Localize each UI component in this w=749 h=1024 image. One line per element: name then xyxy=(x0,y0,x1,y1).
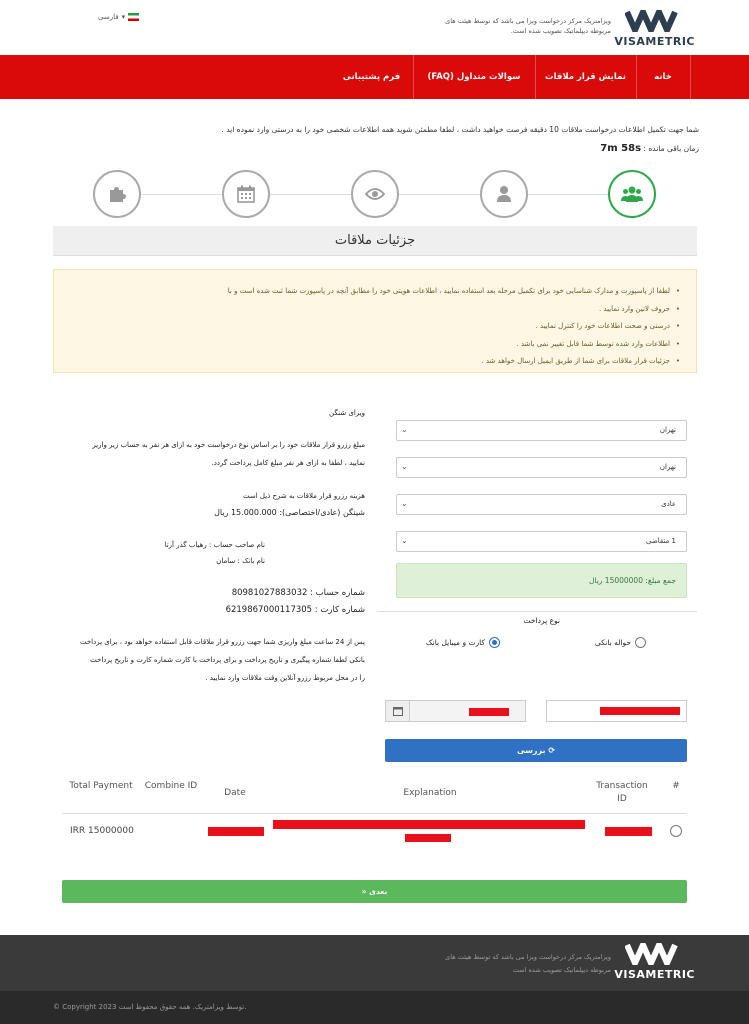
redacted-tracking xyxy=(600,707,680,715)
chevron-down-icon: ⌄ xyxy=(401,536,408,545)
section-title: جزئیات ملاقات xyxy=(53,226,697,256)
user-icon xyxy=(496,185,512,203)
nav-divider xyxy=(636,55,637,99)
calendar-icon xyxy=(237,185,255,203)
payment-option-card-label: کارت و میبایل بانک xyxy=(425,638,485,647)
account-number: شماره حساب : 8098102788303​2 xyxy=(231,588,365,598)
copyright-text: © Copyright 2023 توسط ویزامتریک. همه حقوق محفوظ است. xyxy=(53,1003,247,1011)
nav-faq[interactable]: سوالات متداول (FAQ) xyxy=(427,72,521,82)
card-number: 6219867000117305 : شماره کارت xyxy=(225,605,365,615)
instructions-box xyxy=(53,269,697,373)
timer-label: زمان باقی مانده : xyxy=(643,144,699,153)
nav-support-form[interactable]: فرم پشتیبانی xyxy=(342,72,401,82)
table-header-total-payment: Total Payment xyxy=(69,781,133,791)
payment-date-input[interactable] xyxy=(385,700,526,722)
step-applicants xyxy=(608,170,656,218)
footer-logo[interactable] xyxy=(614,943,695,983)
date-picker-button[interactable] xyxy=(386,701,410,721)
redacted-explanation-line1 xyxy=(273,820,585,829)
nav-show-appointment[interactable]: نمایش قرار ملاقات xyxy=(545,72,626,82)
table-header-explanation: Explanation xyxy=(403,788,457,798)
check-button[interactable] xyxy=(385,739,687,762)
instruction-item: • لطفا از پاسپورت و مدارک شناسایی خود برای تکمیل مرحله بعد استفاده نمایید ، اطلاعات هویتی خود را مطابق آنچه در پاسپورت شما ثبت شده است و با xyxy=(54,283,680,301)
nav-divider xyxy=(690,55,691,99)
radio-selected[interactable] xyxy=(489,637,500,648)
appointment-type-value: عادی xyxy=(661,500,676,508)
after-payment-line1: پس از 24 ساعت مبلغ واریزی شما جهت رزرو قرار ملاقات قابل استفاده خواهد بود ، برای پرداخت xyxy=(79,638,365,646)
step-review xyxy=(351,170,399,218)
visametric-logo-icon xyxy=(625,943,679,965)
table-header-combine-id: Combine ID xyxy=(144,781,198,791)
next-button[interactable]: بعدی « xyxy=(62,880,687,903)
total-payment-cell: IRR 15000000 xyxy=(70,826,134,836)
step-extra-services xyxy=(93,170,141,218)
table-header-date: Date xyxy=(224,788,246,798)
chevron-down-icon: ⌄ xyxy=(401,425,408,434)
payment-option-transfer-label: حواله بانکی xyxy=(594,638,631,647)
office-select[interactable] xyxy=(396,457,687,478)
table-header-index: # xyxy=(672,781,680,791)
nav-divider xyxy=(413,55,414,99)
calendar-icon xyxy=(393,706,403,716)
language-label: فارسی xyxy=(98,13,119,21)
top-header xyxy=(0,0,749,55)
check-button-label: بررسی xyxy=(516,746,546,755)
table-header-divider xyxy=(62,813,687,814)
applicants-value: 1 متقاضی xyxy=(645,537,676,545)
after-payment-line2: بانکی لطفا شماره پیگیری و تاریخ پرداخت و برای پرداخت با کارت شماره کارت و تاریخ پرداخت xyxy=(90,656,365,664)
refresh-icon: ⟳ xyxy=(548,746,556,755)
divider xyxy=(378,611,697,612)
instruction-item: • جزئیات قرار ملاقات برای شما از طریق ایمیل ارسال خواهد شد . xyxy=(54,353,680,371)
city-select[interactable] xyxy=(396,420,687,441)
iran-flag-icon xyxy=(128,13,139,21)
payment-text-line2: نمایید ، لطفا به ازای هر نفر مبلغ کامل پرداخت گردد. xyxy=(211,459,365,467)
city-select-value: تهران xyxy=(659,426,676,434)
visametric-logo[interactable] xyxy=(614,10,695,50)
timer xyxy=(600,143,699,154)
timer-value: 7m 58s xyxy=(600,143,642,154)
payment-option-card[interactable] xyxy=(426,637,500,648)
footer xyxy=(0,935,749,991)
account-owner: نام صاحب حساب : رهیاب گذر آرتا xyxy=(164,541,265,549)
bank-name: نام بانک : سامان xyxy=(216,557,265,565)
step-calendar xyxy=(222,170,270,218)
eye-icon xyxy=(365,187,385,201)
visametric-logo-icon xyxy=(625,10,679,32)
redacted-date xyxy=(469,708,509,716)
puzzle-icon xyxy=(108,185,126,203)
applicants-select[interactable] xyxy=(396,531,687,552)
row-select-radio[interactable] xyxy=(670,825,682,837)
radio-unselected[interactable] xyxy=(635,637,646,648)
instruction-item: • اطلاعات وارد شده توسط شما قابل تغییر نمی باشد . xyxy=(54,336,680,354)
payment-text-line1: مبلغ رزرو قرار ملاقات خود را بر اساس نوع درخواست خود به ازای هر نفر به حساب زیر واریز xyxy=(92,441,365,449)
appointment-type-select[interactable] xyxy=(396,494,687,515)
chevron-down-icon: ⌄ xyxy=(401,499,408,508)
total-amount-box xyxy=(396,563,687,598)
brand-name: VISAMETRIC xyxy=(614,35,695,48)
language-caret-icon: ▾ xyxy=(121,13,126,21)
payment-type-label: نوع پرداخت xyxy=(523,616,560,625)
language-selector[interactable] xyxy=(98,13,139,21)
payment-option-transfer[interactable] xyxy=(595,637,646,648)
instruction-item: • درستی و صحت اطلاعات خود را کنترل نمایید . xyxy=(54,318,680,336)
step-personal-info xyxy=(480,170,528,218)
time-notice: شما جهت تکمیل اطلاعات درخواست ملاقات 10 دقیقه فرصت خواهید داشت ، لطفا مطمئن شوید همه اطلاعات شخصی خود را به درستی وارد نموده اید . xyxy=(221,125,699,134)
redacted-transaction-id xyxy=(605,827,652,836)
header-tagline: ویزامتریک مرکز درخواست ویزا می باشد که توسط هیئت های مربوطه دیپلماتیک تصویب شده است. xyxy=(445,17,611,35)
chevron-down-icon: ⌄ xyxy=(401,462,408,471)
main-navigation xyxy=(0,55,749,99)
nav-home[interactable]: خانه xyxy=(654,72,672,82)
copyright-bar xyxy=(0,991,749,1024)
footer-tagline: ویزامتریک مرکز درخواست ویزا می باشد که توسط هیئت های مربوطه دیپلماتیک تصویب شده است xyxy=(445,953,611,974)
table-header-transaction-id: Transaction ID xyxy=(596,781,648,804)
nav-divider xyxy=(535,55,536,99)
tracking-number-input[interactable] xyxy=(546,700,687,722)
instruction-item: • حروف لاتین وارد نمایید . xyxy=(54,301,680,319)
redacted-explanation-line2 xyxy=(405,834,451,842)
visa-title: ویزای شنگن xyxy=(328,409,365,417)
after-payment-line3: را در محل مربوط رزرو آنلاین وقت ملاقات وارد نمایید . xyxy=(205,674,365,682)
redacted-date-cell xyxy=(208,827,264,836)
cost-title: هزینه رزرو قرار ملاقات به شرح ذیل است xyxy=(243,492,365,500)
office-select-value: تهران xyxy=(659,463,676,471)
total-amount: جمع مبلغ: 15000000 ریال xyxy=(588,576,676,585)
cost-line: شینگن (عادی/اختصاصی): 15.000.000 ریال xyxy=(214,508,365,517)
users-icon xyxy=(621,185,643,203)
footer-brand-name: VISAMETRIC xyxy=(614,968,695,981)
